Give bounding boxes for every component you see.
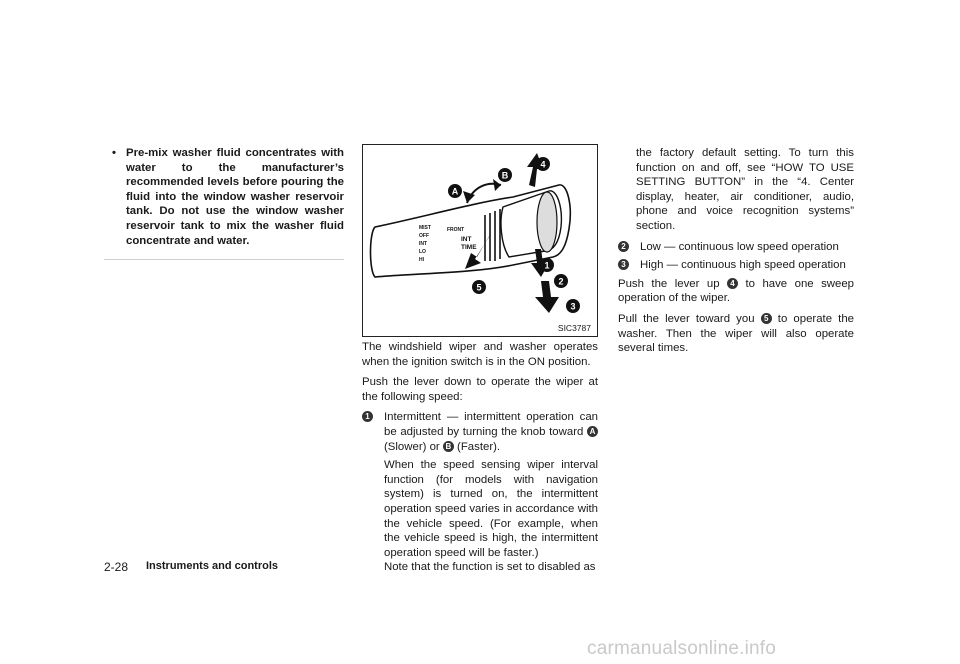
arrow-2-3: [535, 281, 559, 313]
callout-5: 5: [476, 282, 482, 293]
speed-item-1: [362, 410, 598, 454]
item-1-text: [384, 410, 598, 454]
label-hi: HI: [419, 257, 424, 263]
callout-1: 1: [544, 260, 550, 271]
washer-fluid-warning: Pre-mix washer fluid concentrates with water to the manufacturer’s recommended levels before pouring the fluid into the window washer reservoir tank. Do not use the window washer reservoir tank to mix the washer fluid concentrate and water.: [126, 147, 344, 247]
watermark: carmanualsonline.info: [587, 638, 777, 659]
item-1-part-a: Intermittent — intermittent operation can be adjusted by turning the knob toward: [384, 411, 598, 438]
speed-item-3: [618, 258, 854, 273]
warning-column: [104, 146, 344, 248]
paragraph-pull-lever: [618, 312, 854, 356]
paragraph-ignition: The windshield wiper and washer operates when the ignition switch is in the ON position.: [362, 341, 598, 368]
number-badge-1: 1: [362, 411, 373, 422]
page-number: 2-28: [104, 560, 129, 574]
paragraph-push-up: [618, 277, 854, 306]
label-int-time-1: INT: [461, 236, 472, 243]
right-column: [618, 146, 854, 362]
speed-item-2: [618, 240, 854, 255]
warning-bullet-item: [104, 146, 344, 248]
callout-4: 4: [540, 159, 546, 170]
label-lo: LO: [419, 249, 426, 255]
number-badge-4: 4: [727, 278, 738, 289]
callout-2: 2: [558, 276, 564, 287]
marker-a: A: [587, 426, 598, 437]
default-setting-note: Note that the function is set to disabled as: [384, 561, 596, 574]
item-1-part-b: (Slower) or: [384, 440, 440, 453]
label-front: FRONT: [447, 227, 465, 233]
paragraph-push-down: Push the lever down to operate the wiper at the following speed:: [362, 376, 598, 403]
pull-part-b: to operate the washer. Then the wiper will also operate several times.: [618, 312, 854, 355]
item-2-text: Low — continuous low speed operation: [640, 240, 839, 253]
figure-code: SIC3787: [557, 323, 591, 333]
number-badge-3: 3: [618, 259, 629, 270]
push-up-part-a: Push the lever up: [618, 277, 720, 290]
item-3-text: High — continuous high speed operation: [640, 259, 846, 272]
marker-b: B: [443, 441, 454, 452]
label-int: INT: [419, 241, 428, 247]
bullet-mark: •: [112, 147, 116, 159]
callout-a: A: [451, 186, 459, 197]
callout-3: 3: [570, 301, 576, 312]
number-badge-5: 5: [761, 313, 772, 324]
pull-part-a: Pull the lever toward you: [618, 312, 755, 325]
callout-b: B: [501, 170, 509, 181]
section-title: Instruments and controls: [146, 560, 279, 572]
column-divider: [104, 259, 344, 260]
middle-column: [362, 340, 598, 581]
wiper-lever-figure: [362, 144, 598, 337]
speed-sensing-note: When the speed sensing wiper interval function (for models with navigation system) is turned on, the intermittent operation speed varies in accordance with the vehicle speed. (For example, when the vehicle speed is high, the intermittent operation speed will be faster.): [384, 459, 598, 559]
push-up-part-b: to have one sweep operation of the wiper.: [618, 277, 854, 305]
label-mist: MIST: [419, 225, 431, 231]
setting-continuation: the factory default setting. To turn this function on and off, see “HOW TO USE SETTING BUTTON” in the “4. Center display, heater, air conditioner, audio, phone and voice recognition systems” section.: [636, 147, 854, 232]
wiper-lever-illustration: [363, 145, 597, 336]
number-badge-2: 2: [618, 241, 629, 252]
label-off: OFF: [419, 233, 429, 239]
item-1-part-c: (Faster).: [457, 440, 501, 453]
label-int-time-2: TIME: [461, 244, 477, 251]
